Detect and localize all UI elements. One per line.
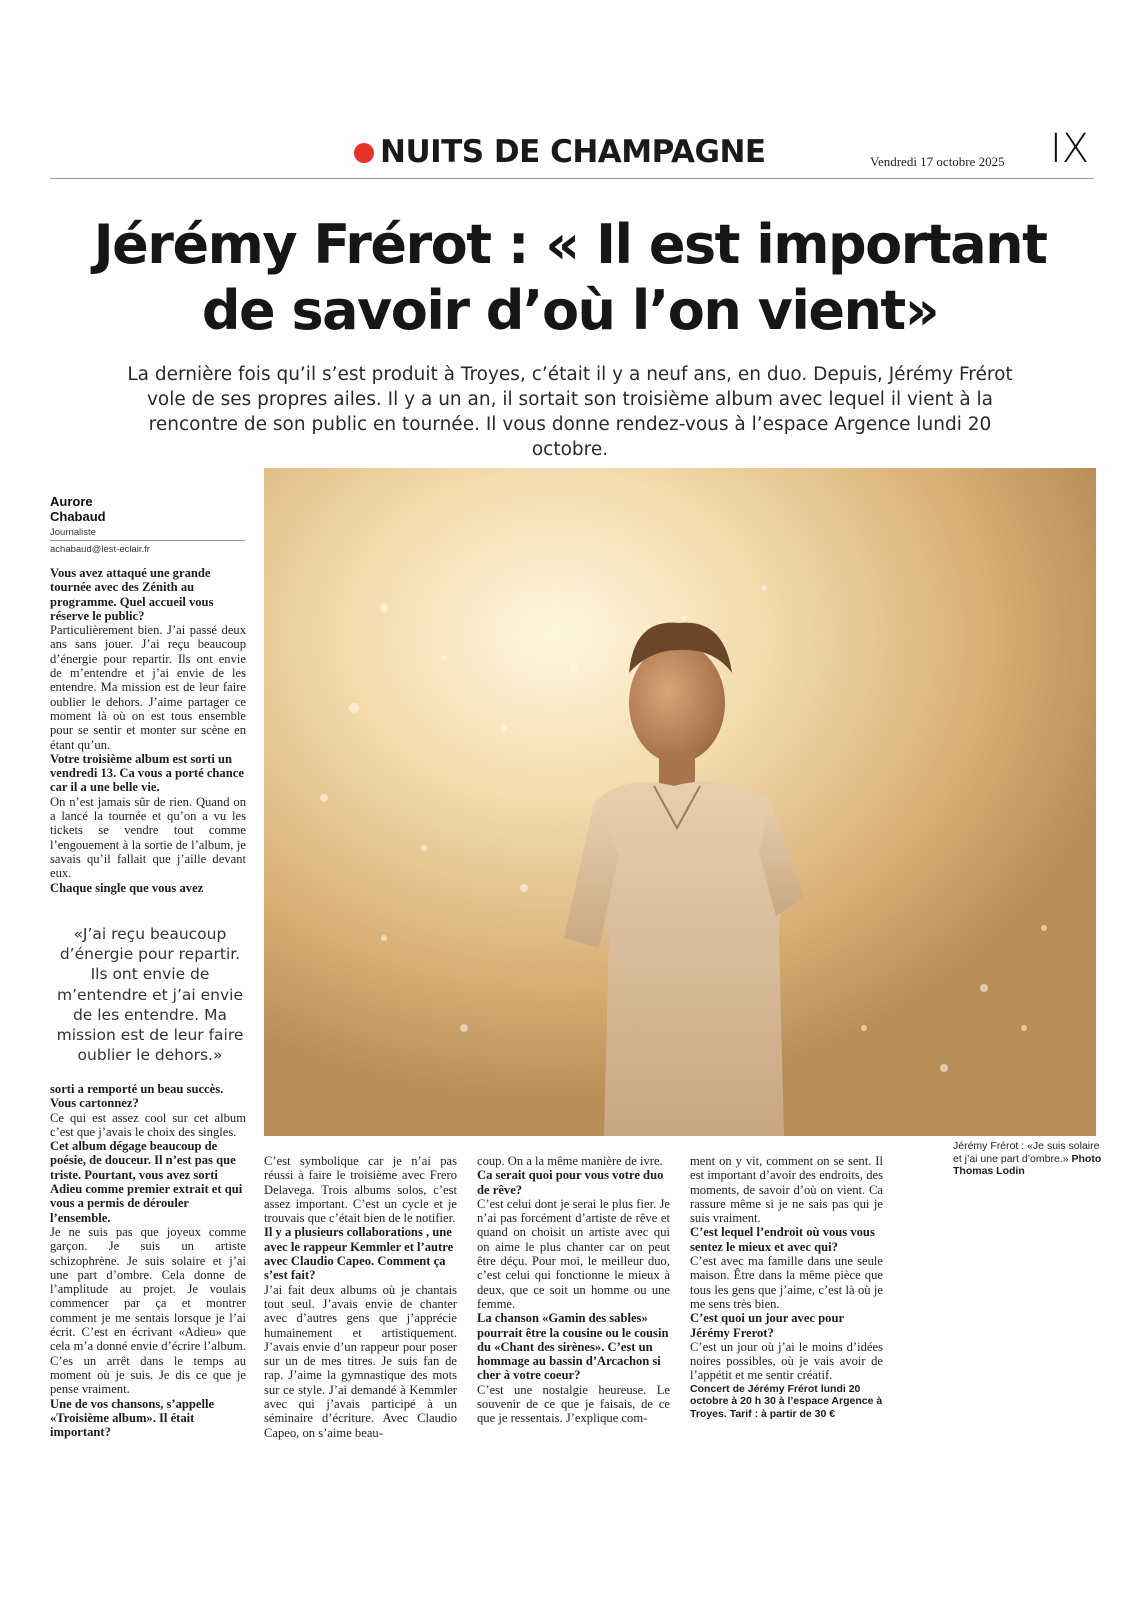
article-photo: [264, 468, 1096, 1136]
question: Votre troisième album est sorti un vendredi 13. Ca vous a porté chance car il a une belle vie.: [50, 751, 244, 795]
author-name-first: Aurore: [50, 494, 93, 509]
author-role: Journaliste: [50, 527, 245, 541]
question: Une de vos chansons, s’appelle «Troisième album». Il était important?: [50, 1396, 215, 1440]
page-folio: IX: [1050, 126, 1090, 172]
article-column-3: [477, 1154, 670, 1426]
question: Cet album dégage beaucoup de poésie, de douceur. Il n’est pas que triste. Pourtant, vous avez sorti Adieu comme premier extrait et qui vous a permis de dérouler l’ensemble.: [50, 1139, 243, 1225]
answer: J’ai fait deux albums où je chantais tout seul. J’avais envie de chanter avec d’autres gens que j’apprécie humainement et artistiquement. J’avais envie d’un rappeur pour poser sur un de mes titres. Je suis fan de rap. J’aime la gymnastique des mots sur ce style. J’ai demandé à Kemmler avec qui j’avais participé à un séminaire d’écriture. Avec Claudio Capeo, on s’aime beau-: [264, 1282, 457, 1440]
caption-text: Jérémy Frérot : «Je suis solaire et j’ai une part d’ombre.»: [953, 1140, 1100, 1165]
question: Ca serait quoi pour vous votre duo de rêve?: [477, 1168, 664, 1197]
rubric-bullet-icon: [354, 143, 374, 163]
answer: Je ne suis pas que joyeux comme garçon. Je suis un artiste schizophrène. Je suis solaire et j’ai une part d’ombre. Cela donne de l’amplitude au projet. Je voulais commencer par ça et montrer comment je me sentais lorsque je l’ai écrit. C’est en écrivant «Adieu» que cela m’a donné envie d’écrire l’album. C’es un arrêt dans le temps au moment où je suis. Je dis ce que je pense vraiment.: [50, 1224, 246, 1397]
answer: C’est avec ma famille dans une seule maison. Être dans la même pièce que tous les gens que j’aime, c’est là où je me sens très bien.: [690, 1254, 883, 1311]
photo-credit: Photo Thomas Lodin: [953, 1152, 1102, 1177]
header-divider: [50, 178, 1094, 179]
answer: ment on y vit, comment on se sent. Il est important d’avoir des endroits, des moments, de savoir d’où on vient. Ca rassure même si je ne sais pas qui je suis vraiment.: [690, 1154, 883, 1226]
question: C’est quoi un jour avec pour Jérémy Frerot?: [690, 1311, 844, 1340]
question: C’est lequel l’endroit où vous vous sentez le mieux et avec qui?: [690, 1225, 875, 1254]
article-headline: [40, 212, 1100, 344]
answer: C’est un jour où j’ai le moins d’idées noires possibles, où je vais avoir de l’appétit et me sentir créatif.: [690, 1339, 883, 1383]
photo-caption: [953, 1140, 1103, 1178]
article-column-4: [690, 1154, 883, 1420]
pull-quote: «J’ai reçu beaucoup d’énergie pour repartir. Ils ont envie de m’entendre et j’ai envie de les entendre. Ma mission est de leur faire oublier le dehors.»: [56, 925, 244, 1065]
author-email: achabaud@lest-eclair.fr: [50, 544, 150, 555]
question: sorti a remporté un beau succès. Vous cartonnez?: [50, 1082, 224, 1111]
question: Vous avez attaqué une grande tournée avec des Zénith au programme. Quel accueil vous réserve le public?: [50, 566, 214, 623]
article-column-1-bottom: [50, 1082, 246, 1439]
author-name-last: Chabaud: [50, 509, 106, 524]
headline-line-1: Jérémy Frérot : « Il est important: [93, 213, 1047, 276]
concert-info: Concert de Jérémy Frérot lundi 20 octobre à 20 h 30 à l’espace Argence à Troyes. Tarif : à partir de 30 €: [690, 1382, 883, 1420]
section-rubric: NUITS DE CHAMPAGNE: [380, 134, 766, 170]
question: Chaque single que vous avez: [50, 880, 204, 895]
answer: C’est une nostalgie heureuse. Le souvenir de ce que je faisais, de ce que je ressentais. J’explique com-: [477, 1382, 670, 1426]
article-column-1-top: [50, 566, 246, 895]
issue-date: Vendredi 17 octobre 2025: [870, 154, 1005, 169]
author-block: [50, 494, 245, 555]
answer: Ce qui est assez cool sur cet album c’est que j’avais le choix des singles.: [50, 1110, 246, 1139]
answer: coup. On a la même manière de ivre.: [477, 1154, 663, 1168]
question: La chanson «Gamin des sables» pourrait être la cousine ou le cousin du «Chant des sirènes». C’est un hommage au bassin d’Arcachon si cher à votre coeur?: [477, 1311, 669, 1383]
answer: On n’est jamais sûr de rien. Quand on a lancé la tournée et qu’on a vu les tickets se vendre tout comme l’engouement à la sortie de l’album, je savais qu’il fallait que j’aille devant eux.: [50, 794, 246, 881]
answer: C’est symbolique car je n’ai pas réussi à faire le troisième avec Frero Delavega. Trois albums solos, c’est assez important. C’est un cycle et je trouvais que c’était bien de le notifier.: [264, 1154, 457, 1226]
headline-line-2: de savoir d’où l’on vient»: [201, 279, 939, 342]
answer: Particulièrement bien. J’ai passé deux ans sans jouer. J’ai reçu beaucoup d’énergie pour repartir. Ils ont envie de m’entendre et j’ai envie de les entendre. Ma mission est de leur faire oublier le dehors. J’aime partager ce moment là où on est tous ensemble pour se sentir et monter sur scène en étant qu’un.: [50, 623, 246, 752]
article-chapeau: La dernière fois qu’il s’est produit à Troyes, c’était il y a neuf ans, en duo. Depuis, Jérémy Frérot vole de ses propres ailes. Il y a un an, il sortait son troisième album avec lequel il vient à la rencontre de son public en tournée. Il vous donne rendez-vous à l’espace Argence lundi 20 octobre.: [127, 364, 1013, 460]
article-column-2: [264, 1154, 457, 1440]
answer: C’est celui dont je serai le plus fier. Je n’ai pas forcément d’artiste de rêve et quand on choisit un artiste avec qui on aime le plus chanter car on peut être déçu. Pour moi, le meilleur duo, c’est celui qui fonctionne le mieux à deux, que ce soit un homme ou une femme.: [477, 1196, 670, 1311]
question: Il y a plusieurs collaborations , une avec le rappeur Kemmler et l’autre avec Claudio Capeo. Comment ça s’est fait?: [264, 1225, 454, 1283]
photo-illustration: [264, 468, 1096, 1136]
